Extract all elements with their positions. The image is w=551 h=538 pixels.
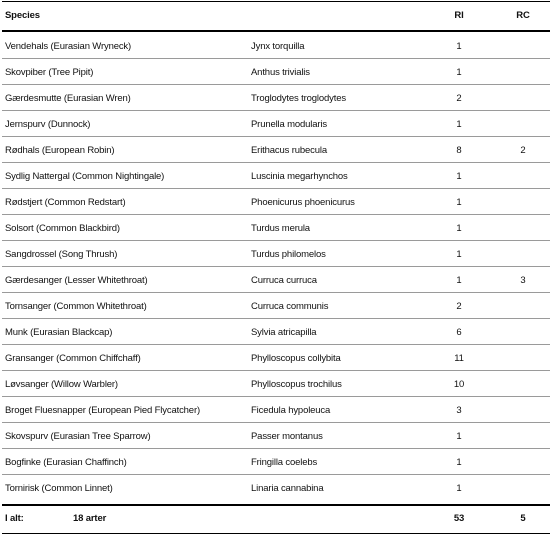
species-name: Solsort (Common Blackbird) <box>5 223 120 234</box>
latin-name: Linaria cannabina <box>251 483 324 494</box>
latin-name: Phylloscopus trochilus <box>251 379 342 390</box>
ri-value: 8 <box>456 145 462 156</box>
rc-value <box>504 164 542 189</box>
species-name: Rødhals (European Robin) <box>5 145 115 156</box>
bottom-rule <box>2 533 550 534</box>
row-divider <box>2 344 550 345</box>
row-divider <box>2 162 550 163</box>
total-label: I alt: <box>5 513 24 524</box>
species-name: Sangdrossel (Song Thrush) <box>5 249 118 260</box>
rc-value <box>504 320 542 345</box>
rc-value <box>504 86 542 111</box>
table-row <box>0 190 551 215</box>
latin-name: Turdus merula <box>251 223 310 234</box>
table-row <box>0 60 551 85</box>
ri-value: 2 <box>456 93 462 104</box>
row-divider <box>2 58 550 59</box>
table-row <box>0 450 551 475</box>
row-divider <box>2 84 550 85</box>
table-row <box>0 320 551 345</box>
total-row <box>0 506 551 531</box>
table-row <box>0 372 551 397</box>
species-name: Broget Fluesnapper (European Pied Flycatcher) <box>5 405 200 416</box>
row-divider <box>2 448 550 449</box>
latin-name: Turdus philomelos <box>251 249 326 260</box>
rc-value <box>504 60 542 85</box>
row-divider <box>2 422 550 423</box>
table-row <box>0 476 551 501</box>
ri-column-header: RI <box>454 10 464 21</box>
species-name: Sydlig Nattergal (Common Nightingale) <box>5 171 165 182</box>
table-row <box>0 294 551 319</box>
row-divider <box>2 136 550 137</box>
row-divider <box>2 396 550 397</box>
rc-value <box>504 346 542 371</box>
total-species-count: 18 arter <box>73 513 107 524</box>
ri-value: 2 <box>456 301 462 312</box>
latin-name: Phylloscopus collybita <box>251 353 341 364</box>
species-name: Løvsanger (Willow Warbler) <box>5 379 118 390</box>
row-divider <box>2 110 550 111</box>
table-row <box>0 86 551 111</box>
rc-value <box>504 372 542 397</box>
table-row <box>0 346 551 371</box>
row-divider <box>2 214 550 215</box>
latin-name: Erithacus rubecula <box>251 145 327 156</box>
row-divider <box>2 266 550 267</box>
latin-name: Phoenicurus phoenicurus <box>251 197 355 208</box>
species-name: Munk (Eurasian Blackcap) <box>5 327 113 338</box>
latin-name: Luscinia megarhynchos <box>251 171 348 182</box>
ri-value: 11 <box>454 353 464 364</box>
species-name: Bogfinke (Eurasian Chaffinch) <box>5 457 127 468</box>
rc-value <box>504 424 542 449</box>
species-name: Skovpiber (Tree Pipit) <box>5 67 94 78</box>
ri-value: 1 <box>456 457 462 468</box>
latin-name: Ficedula hypoleuca <box>251 405 331 416</box>
ri-value: 1 <box>456 197 462 208</box>
species-column-header: Species <box>5 10 40 21</box>
rc-value <box>504 190 542 215</box>
row-divider <box>2 240 550 241</box>
total-ri: 53 <box>453 513 465 524</box>
latin-name: Prunella modularis <box>251 119 327 130</box>
species-name: Gærdesmutte (Eurasian Wren) <box>5 93 131 104</box>
row-divider <box>2 318 550 319</box>
ri-value: 1 <box>456 67 462 78</box>
rc-value: 2 <box>520 145 526 156</box>
row-divider <box>2 474 550 475</box>
species-name: Tornsanger (Common Whitethroat) <box>5 301 147 312</box>
rc-value <box>504 450 542 475</box>
ri-value: 1 <box>456 41 462 52</box>
ri-value: 1 <box>456 171 462 182</box>
rc-value: 3 <box>520 275 526 286</box>
rc-value <box>504 34 542 59</box>
latin-name: Anthus trivialis <box>251 67 310 78</box>
ri-value: 10 <box>453 379 465 390</box>
table-row <box>0 112 551 137</box>
row-divider <box>2 188 550 189</box>
latin-name: Curruca curruca <box>251 275 317 286</box>
species-name: Tornirisk (Common Linnet) <box>5 483 113 494</box>
ri-value: 6 <box>456 327 462 338</box>
latin-name: Fringilla coelebs <box>251 457 318 468</box>
species-name: Jernspurv (Dunnock) <box>5 119 91 130</box>
total-rc: 5 <box>520 513 526 524</box>
species-name: Skovspurv (Eurasian Tree Sparrow) <box>5 431 151 442</box>
table-row <box>0 138 551 163</box>
latin-name: Sylvia atricapilla <box>251 327 317 338</box>
rc-column-header: RC <box>516 10 530 21</box>
table-row <box>0 164 551 189</box>
top-rule <box>2 1 550 2</box>
species-name: Rødstjert (Common Redstart) <box>5 197 126 208</box>
latin-name: Passer montanus <box>251 431 323 442</box>
rc-value <box>504 112 542 137</box>
rc-value <box>504 294 542 319</box>
species-name: Vendehals (Eurasian Wryneck) <box>5 41 132 52</box>
latin-name: Troglodytes troglodytes <box>251 93 346 104</box>
table-row <box>0 34 551 59</box>
table-row <box>0 398 551 423</box>
ri-value: 1 <box>456 249 462 260</box>
row-divider <box>2 292 550 293</box>
species-name: Gærdesanger (Lesser Whitethroat) <box>5 275 148 286</box>
rc-value <box>504 476 542 501</box>
header-rule <box>2 30 550 32</box>
ri-value: 1 <box>456 483 462 494</box>
ri-value: 1 <box>456 275 462 286</box>
table-row <box>0 268 551 293</box>
rc-value <box>504 216 542 241</box>
ri-value: 1 <box>456 431 462 442</box>
latin-name: Curruca communis <box>251 301 329 312</box>
rc-value <box>504 242 542 267</box>
ri-value: 3 <box>456 405 462 416</box>
ri-value: 1 <box>456 223 462 234</box>
table-row <box>0 216 551 241</box>
row-divider <box>2 370 550 371</box>
ri-value: 1 <box>456 119 462 130</box>
table-row <box>0 424 551 449</box>
header-row <box>0 3 551 28</box>
species-name: Gransanger (Common Chiffchaff) <box>5 353 141 364</box>
latin-name: Jynx torquilla <box>251 41 305 52</box>
table-row <box>0 242 551 267</box>
rc-value <box>504 398 542 423</box>
